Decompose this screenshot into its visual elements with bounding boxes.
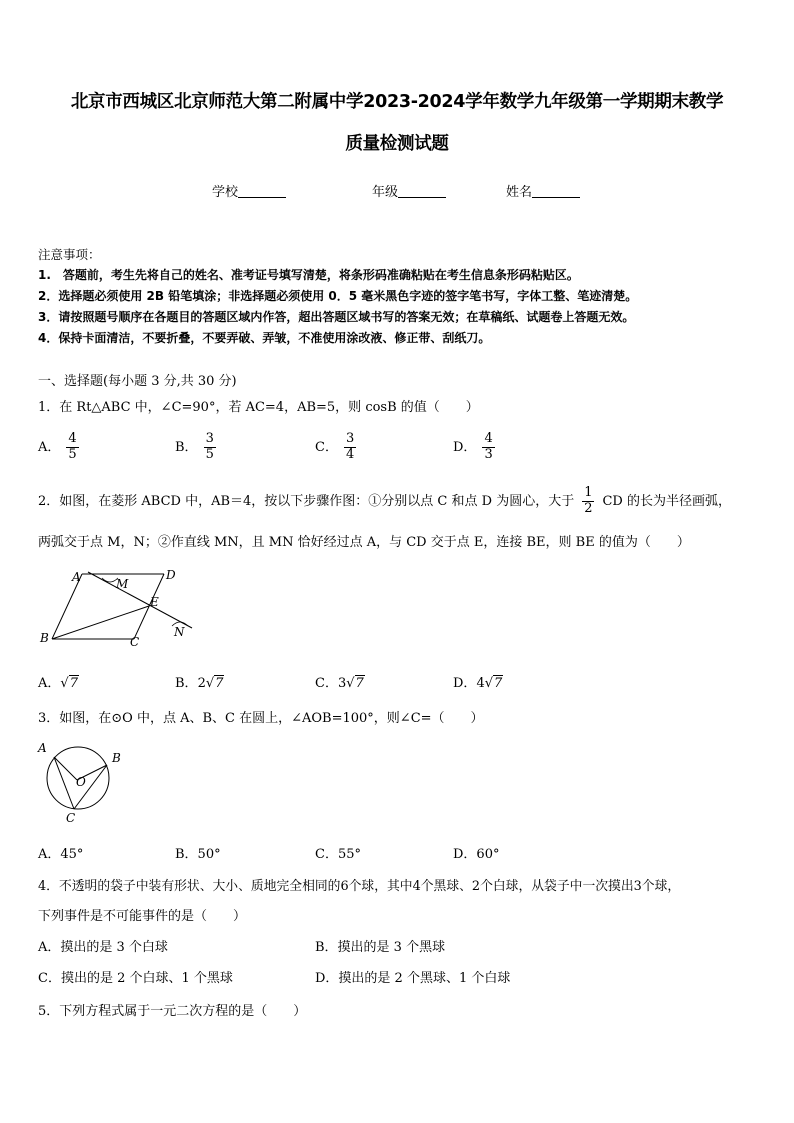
- q1-option-a: A． $\frac{4}{5}$: [38, 431, 77, 462]
- figure-label: A: [72, 570, 81, 584]
- school-blank: [238, 185, 286, 198]
- q1-option-d: D． $\frac{4}{3}$: [453, 431, 493, 462]
- figure-label: D: [166, 568, 176, 582]
- q3-option-b: B．50°: [175, 847, 221, 862]
- figure-label: C: [130, 635, 140, 649]
- section-heading: 一、选择题(每小题 3 分,共 30 分): [38, 374, 237, 389]
- q3-option-a: A．45°: [38, 847, 84, 862]
- grade-field: [372, 181, 446, 200]
- question-1-text: 1．在 Rt△ABC 中，∠C=90°，若 AC=4，AB=5，则 cosB 的值（ ）: [38, 400, 479, 415]
- figure-label: B: [40, 631, 49, 645]
- question-5-text: 5．下列方程式属于一元二次方程的是（ ）: [38, 1004, 307, 1019]
- school-field: [212, 181, 286, 200]
- q1-option-c: C． $\frac{3}{4}$: [315, 431, 355, 462]
- q4-option-d: D．摸出的是 2 个黑球、1 个白球: [315, 971, 511, 986]
- circle-figure: [34, 738, 126, 828]
- notice-item: 3．请按照题号顺序在各题目的答题区域内作答，超出答题区域书写的答案无效；在草稿纸、试题卷上答题无效。: [38, 310, 635, 324]
- q3-option-d: D．60°: [453, 847, 500, 862]
- figure-label: A: [38, 741, 47, 755]
- figure-label: C: [66, 811, 76, 825]
- name-field: [506, 181, 580, 200]
- question-2-text-line1: 2．如图，在菱形 ABCD 中，AB＝4，按以下步骤作图：①分别以点 C 和点 D 为圆心，大于 $\frac{1}{2}$ CD 的长为半径画弧，: [38, 485, 731, 516]
- notice-item: 4．保持卡面清洁，不要折叠，不要弄破、弄皱，不准使用涂改液、修正带、刮纸刀。: [38, 331, 491, 345]
- figure-label: E: [150, 595, 159, 609]
- question-2-text-line2: 两弧交于点 M，N；②作直线 MN，且 MN 恰好经过点 A，与 CD 交于点 E，连接 BE，则 BE 的值为（ ）: [38, 535, 690, 550]
- q2-option-c: C．3√7: [315, 676, 364, 691]
- figure-label: N: [174, 625, 185, 639]
- grade-blank: [398, 185, 446, 198]
- exam-title-line2: 质量检测试题: [345, 134, 449, 154]
- figure-label: O: [76, 775, 86, 789]
- question-4-text-line1: 4．不透明的袋子中装有形状、大小、质地完全相同的6个球，其中4个黑球、2个白球，从袋子中一次摸出3个球，: [38, 879, 681, 894]
- exam-title-line1: 北京市西城区北京师范大第二附属中学2023-2024学年数学九年级第一学期期末教学: [70, 92, 724, 112]
- q2-option-a: A．√7: [38, 676, 78, 691]
- q4-option-b: B．摸出的是 3 个黑球: [315, 940, 446, 955]
- q4-option-a: A．摸出的是 3 个白球: [38, 940, 168, 955]
- notice-heading: 注意事项：: [38, 247, 101, 262]
- q4-option-c: C．摸出的是 2 个白球、1 个黑球: [38, 971, 233, 986]
- question-4-text-line2: 下列事件是不可能事件的是（ ）: [38, 909, 247, 924]
- rhombus-figure: [36, 562, 206, 652]
- name-label: 姓名: [506, 185, 533, 200]
- q2-option-b: B．2√7: [175, 676, 224, 691]
- notice-item: 2．选择题必须使用 2B 铅笔填涂；非选择题必须使用 0．5 毫米黑色字迹的签字笔书写，字体工整、笔迹清楚。: [38, 289, 638, 303]
- figure-label: B: [112, 751, 121, 765]
- notice-item: 1. 答题前，考生先将自己的姓名、准考证号填写清楚，将条形码准确粘贴在考生信息条形码粘贴区。: [38, 268, 579, 282]
- q3-option-c: C．55°: [315, 847, 361, 862]
- q1-option-b: B． $\frac{3}{5}$: [175, 431, 214, 462]
- question-3-text: 3．如图，在⊙O 中，点 A、B、C 在圆上，∠AOB=100°，则∠C=（ ）: [38, 711, 484, 726]
- q2-option-d: D．4√7: [453, 676, 503, 691]
- figure-label: M: [116, 577, 129, 591]
- name-blank: [532, 185, 580, 198]
- school-label: 学校: [212, 185, 239, 200]
- grade-label: 年级: [372, 185, 399, 200]
